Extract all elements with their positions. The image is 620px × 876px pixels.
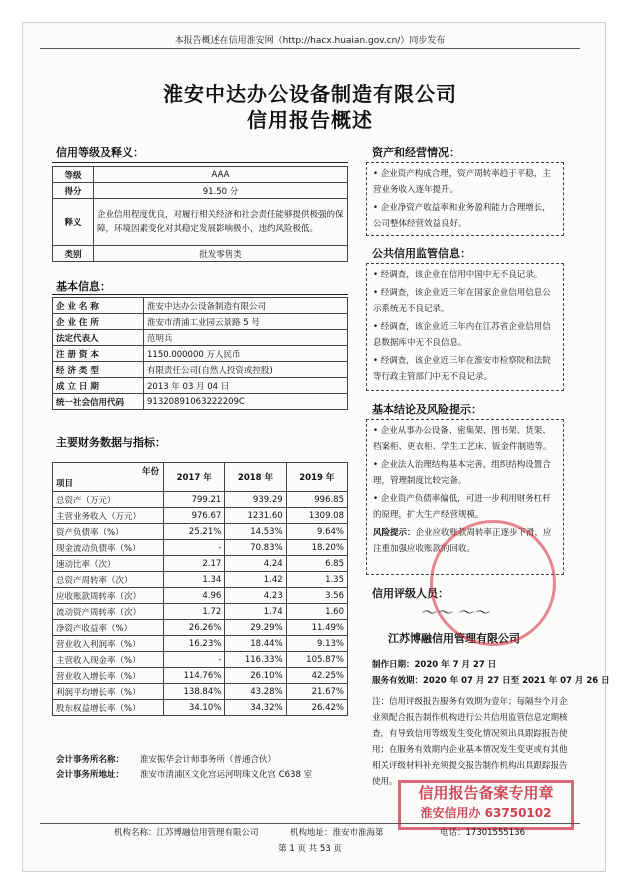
- finance-row: [53, 588, 348, 604]
- finance-value: 26.26%: [164, 620, 225, 636]
- finance-row: [53, 572, 348, 588]
- basic-info-label: 法定代表人: [53, 330, 144, 346]
- finance-value: 114.76%: [164, 668, 225, 684]
- basic-info-value: 2013 年 03 月 04 日: [144, 378, 348, 394]
- accounting-addr: 淮安市清浦区文化宫运河明珠文化宫 C638 室: [140, 770, 313, 780]
- finance-value: 14.53%: [225, 524, 286, 540]
- finance-row: [53, 668, 348, 684]
- basic-info-label: 经 济 类 型: [53, 362, 144, 378]
- finance-item: 营业收入增长率（%）: [53, 668, 164, 684]
- agency-seal: [430, 520, 556, 646]
- finance-row: [53, 540, 348, 556]
- finance-item: 速动比率（次）: [53, 556, 164, 572]
- finance-item: 总资产周转率（次）: [53, 572, 164, 588]
- finance-value: 799.21: [164, 492, 225, 508]
- finance-item: 利润平均增长率（%）: [53, 684, 164, 700]
- conclusion-item: • 企业资产负债率偏低，可进一步利用财务杠杆的原理，扩大生产经营规模。: [373, 494, 551, 520]
- score-label: 得分: [53, 183, 94, 199]
- company-title: 淮安中达办公设备制造有限公司: [163, 82, 457, 106]
- basic-info-label: 企 业 住 所: [53, 314, 144, 330]
- validity-note: 注：信用评级报告服务有效期为壹年；每隔叁个月企业须配合报告制作机构进行公共信用监管信息定期核查，有导致信用等级发生变化情况须出具跟踪报告使用；在服务有效期内企业基本情况发生变更或有其他相关评级材料补充须提交报告制作机构出具跟踪报告使用。: [372, 697, 568, 787]
- footer-tel: 电话：17301555136: [440, 828, 526, 838]
- definition-text: 企业信用程度优良，对履行相关经济和社会责任能够提供极强的保障，环境因素变化对其稳定发展影响极小，违约风险极低。: [94, 199, 348, 246]
- basic-info-row: [53, 298, 348, 314]
- finance-item: 主营业务收入（万元）: [53, 508, 164, 524]
- finance-value: -: [164, 652, 225, 668]
- finance-value: 1.60: [286, 604, 347, 620]
- accounting-addr-label: 会计事务所地址：: [56, 770, 125, 780]
- basic-info-value: 1150.000000 万人民币: [144, 346, 348, 362]
- valid-period: 服务有效期：2020 年 07 月 27 日至 2021 年 07 月 26 日: [372, 676, 610, 686]
- finance-value: 105.87%: [286, 652, 347, 668]
- basic-info-value: 范明兵: [144, 330, 348, 346]
- item-header: 项目: [56, 479, 74, 489]
- evaluator-signatures: 〜〜 〜〜: [420, 603, 490, 622]
- finance-row: [53, 620, 348, 636]
- finance-value: 2.17: [164, 556, 225, 572]
- finance-item: 总资产（万元）: [53, 492, 164, 508]
- finance-value: 18.44%: [225, 636, 286, 652]
- rating-table: [52, 166, 348, 262]
- finance-value: 43.28%: [225, 684, 286, 700]
- basic-info-row: [53, 346, 348, 362]
- finance-value: 34.10%: [164, 700, 225, 716]
- basic-heading-rule: [52, 294, 348, 295]
- finance-value: 116.33%: [225, 652, 286, 668]
- finance-row: [53, 636, 348, 652]
- score-value: 91.50 分: [94, 183, 348, 199]
- finance-item: 净资产收益率（%）: [53, 620, 164, 636]
- supervision-item: • 经调查，该企业近三年在淮安市检察院和法院等行政主管部门中无不良记录。: [373, 356, 551, 382]
- finance-item: 主营收入现金率（%）: [53, 652, 164, 668]
- supervision-item: • 经调查，该企业近三年内在江苏省企业信用信息数据库中无不良信息。: [373, 322, 551, 348]
- finance-value: 4.24: [225, 556, 286, 572]
- assets-box: [366, 162, 564, 236]
- conclusion-item: • 企业从事办公设备、密集架、图书架、货架、档案柜、更衣柜、学生工艺床、钣金件制造等。: [373, 426, 552, 452]
- finance-value: 1309.08: [286, 508, 347, 524]
- basic-info-label: 注 册 资 本: [53, 346, 144, 362]
- report-title: 信用报告概述: [247, 108, 373, 132]
- basic-info-label: 企 业 名 称: [53, 298, 144, 314]
- year-column-header: 2019 年: [286, 463, 347, 492]
- finance-value: 3.56: [286, 588, 347, 604]
- finance-row: [53, 524, 348, 540]
- basic-info-value: 91320891063222209C: [144, 394, 348, 410]
- finance-value: 996.85: [286, 492, 347, 508]
- year-column-header: 2017 年: [164, 463, 225, 492]
- basic-info-heading: 基本信息：: [56, 280, 111, 293]
- finance-value: 4.96: [164, 588, 225, 604]
- finance-value: 11.49%: [286, 620, 347, 636]
- rating-heading: 信用等级及释义：: [56, 146, 144, 159]
- finance-value: 21.67%: [286, 684, 347, 700]
- assets-heading: 资产和经营情况：: [372, 146, 460, 159]
- finance-row: [53, 652, 348, 668]
- supervision-item: • 经调查，该企业近三年在国家企业信用信息公示系统无不良记录。: [373, 288, 551, 314]
- assets-item: • 企业净资产收益率和业务盈利能力合理增长，公司整体经营效益良好。: [373, 203, 551, 229]
- publish-note: 本报告概述在信用淮安网（http://hacx.huaian.gov.cn/）同步发布: [174, 36, 446, 46]
- finance-value: 26.42%: [286, 700, 347, 716]
- definition-label: 释义: [53, 199, 94, 246]
- finance-value: 1231.60: [225, 508, 286, 524]
- category-value: 批发零售类: [94, 246, 348, 262]
- finance-heading: 主要财务数据与指标：: [56, 436, 166, 449]
- agency-name: 江苏博融信用管理有限公司: [388, 632, 520, 645]
- basic-info-row: [53, 330, 348, 346]
- rating-grade: AAA: [94, 167, 348, 183]
- finance-item: 现金流动负债率（%）: [53, 540, 164, 556]
- finance-value: 9.13%: [286, 636, 347, 652]
- finance-value: 1.34: [164, 572, 225, 588]
- finance-value: -: [164, 540, 225, 556]
- rating-label: 等级: [53, 167, 94, 183]
- finance-item: 资产负债率（%）: [53, 524, 164, 540]
- basic-info-row: [53, 394, 348, 410]
- accounting-firm: 淮安振华会计师事务所（普通合伙）: [140, 755, 277, 765]
- footer-org: 机构名称：江苏博融信用管理有限公司: [114, 828, 259, 838]
- filing-stamp-text: 信用报告备案专用章: [418, 784, 554, 802]
- year-header: 年份: [141, 467, 159, 477]
- basic-info-row: [53, 362, 348, 378]
- rating-heading-rule: [52, 162, 348, 163]
- finance-item: 股东权益增长率（%）: [53, 700, 164, 716]
- finance-value: 939.29: [225, 492, 286, 508]
- footer-rule: [40, 823, 580, 824]
- page-number: 第 1 页 共 53 页: [278, 844, 342, 854]
- conclusion-item: • 企业法人治理结构基本完善，组织结构设置合理，管理制度比较完备。: [373, 460, 551, 486]
- finance-value: 34.32%: [225, 700, 286, 716]
- finance-item: 流动资产周转率（次）: [53, 604, 164, 620]
- filing-stamp-code: 淮安信用办 63750102: [420, 806, 552, 820]
- finance-value: 138.84%: [164, 684, 225, 700]
- header-rule: [40, 48, 580, 49]
- finance-value: 1.42: [225, 572, 286, 588]
- basic-info-label: 统一社会信用代码: [53, 394, 144, 410]
- finance-value: 976.67: [164, 508, 225, 524]
- supervision-item: • 经调查，该企业在信用中国中无不良记录。: [373, 270, 543, 280]
- finance-row: [53, 700, 348, 716]
- finance-value: 26.10%: [225, 668, 286, 684]
- finance-item: 营业收入利润率（%）: [53, 636, 164, 652]
- finance-table: [52, 462, 348, 716]
- supervision-box: [366, 263, 564, 391]
- finance-value: 16.23%: [164, 636, 225, 652]
- assets-item: • 企业资产构成合理，资产周转率趋于平稳，主营业务收入逐年提升。: [373, 169, 551, 195]
- finance-value: 1.35: [286, 572, 347, 588]
- finance-value: 1.72: [164, 604, 225, 620]
- finance-value: 25.21%: [164, 524, 225, 540]
- finance-value: 70.83%: [225, 540, 286, 556]
- basic-info-value: 淮安中达办公设备制造有限公司: [144, 298, 348, 314]
- finance-value: 1.74: [225, 604, 286, 620]
- basic-info-row: [53, 378, 348, 394]
- basic-info-row: [53, 314, 348, 330]
- basic-info-label: 成 立 日 期: [53, 378, 144, 394]
- finance-row: [53, 492, 348, 508]
- category-label: 类别: [53, 246, 94, 262]
- footer-addr: 机构地址：淮安市淮海第: [290, 828, 384, 838]
- evaluators-label: 信用评级人员：: [372, 587, 449, 600]
- basic-info-value: 淮安市清浦工业园云景路 5 号: [144, 314, 348, 330]
- conclusion-heading: 基本结论及风险提示：: [372, 403, 482, 416]
- year-column-header: 2018 年: [225, 463, 286, 492]
- accounting-firm-label: 会计事务所名称：: [56, 755, 125, 765]
- finance-value: 29.29%: [225, 620, 286, 636]
- finance-value: 9.64%: [286, 524, 347, 540]
- basic-info-table: [52, 297, 348, 410]
- finance-row: [53, 556, 348, 572]
- finance-value: 6.85: [286, 556, 347, 572]
- finance-row: [53, 508, 348, 524]
- finance-row: [53, 604, 348, 620]
- finance-row: [53, 684, 348, 700]
- finance-header-row: [53, 463, 348, 492]
- risk-note: 风险提示：企业应收账款周转率正逐步下滑，应注重加强应收账款的回收。: [373, 528, 552, 554]
- made-date: 制作日期：2020 年 7 月 27 日: [372, 660, 497, 670]
- finance-value: 4.23: [225, 588, 286, 604]
- finance-value: 42.25%: [286, 668, 347, 684]
- basic-info-value: 有限责任公司(自然人投资或控股): [144, 362, 348, 378]
- supervision-heading: 公共信用监管信息：: [372, 247, 471, 260]
- finance-corner-cell: [53, 463, 164, 492]
- finance-item: 应收账款周转率（次）: [53, 588, 164, 604]
- finance-value: 18.20%: [286, 540, 347, 556]
